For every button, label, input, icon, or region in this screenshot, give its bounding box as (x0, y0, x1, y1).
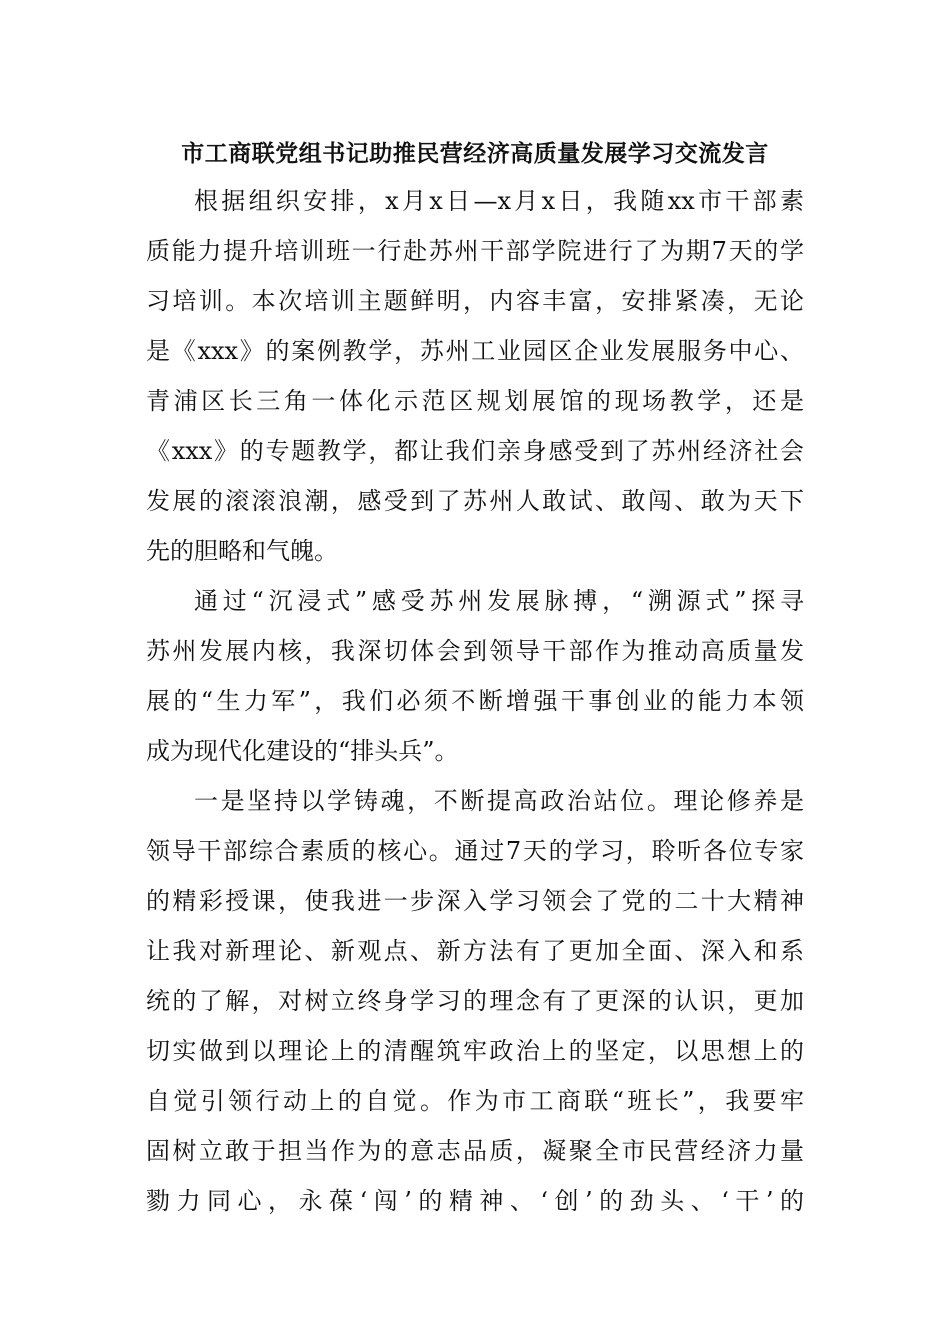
body-text-line: 发展的滚滚浪潮，感受到了苏州人敢试、敢闯、敢为天下 (146, 487, 804, 515)
body-text-line: 《xxx》的专题教学，都让我们亲身感受到了苏州经济社会 (146, 437, 804, 465)
document-title: 市工商联党组书记助推民营经济高质量发展学习交流发言 (181, 140, 769, 167)
body-text-line: 勠力同心，永葆‘闯’的精神、‘创’的劲头、‘干’的 (146, 1187, 804, 1215)
body-text-line: 成为现代化建设的“排头兵”。 (146, 737, 459, 765)
document-body (146, 176, 804, 1226)
body-text-line: 习培训。本次培训主题鲜明，内容丰富，安排紧凑，无论 (146, 287, 804, 315)
body-text-line: 切实做到以理论上的清醒筑牢政治上的坚定，以思想上的 (146, 1037, 804, 1065)
body-text-line: 苏州发展内核，我深切体会到领导干部作为推动高质量发 (146, 637, 804, 665)
body-text-line: 质能力提升培训班一行赴苏州干部学院进行了为期7天的学 (146, 237, 804, 265)
body-text-line: 让我对新理论、新观点、新方法有了更加全面、深入和系 (146, 937, 804, 965)
body-text-line: 根据组织安排，x月x日—x月x日，我随xx市干部素 (194, 187, 804, 215)
body-text-line: 展的“生力军”，我们必须不断增强干事创业的能力本领 (146, 687, 804, 715)
body-text-line: 青浦区长三角一体化示范区规划展馆的现场教学，还是 (146, 387, 804, 415)
body-text-line: 一是坚持以学铸魂，不断提高政治站位。理论修养是 (194, 787, 804, 815)
body-text-line: 的精彩授课，使我进一步深入学习领会了党的二十大精神 (146, 887, 804, 915)
body-text-line: 通过“沉浸式”感受苏州发展脉搏，“溯源式”探寻 (194, 587, 804, 615)
body-text-line: 统的了解，对树立终身学习的理念有了更深的认识，更加 (146, 987, 804, 1015)
body-text-line: 领导干部综合素质的核心。通过7天的学习，聆听各位专家 (146, 837, 804, 865)
body-text-line: 是《xxx》的案例教学，苏州工业园区企业发展服务中心、 (146, 337, 804, 365)
body-text-line: 自觉引领行动上的自觉。作为市工商联“班长”，我要牢 (146, 1087, 804, 1115)
body-text-line: 固树立敢于担当作为的意志品质，凝聚全市民营经济力量 (146, 1137, 804, 1165)
body-text-line: 先的胆略和气魄。 (146, 537, 338, 565)
